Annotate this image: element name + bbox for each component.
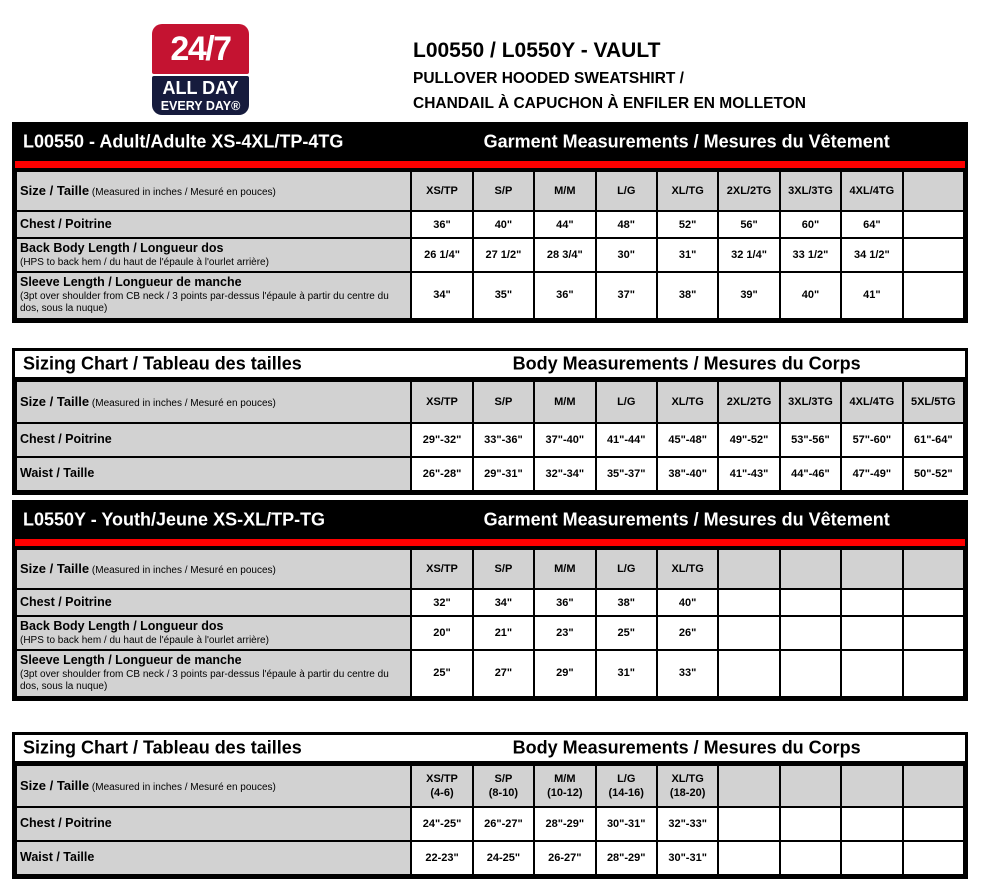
row-label: Chest / Poitrine: [20, 216, 112, 231]
value-cell: [841, 589, 902, 616]
size-name: L/G: [617, 562, 636, 575]
value-cell: 29"-31": [473, 457, 534, 491]
red-stripe: [15, 159, 965, 170]
size-column-header: [657, 381, 718, 423]
value-cell: 38": [657, 272, 718, 319]
value-cell: 30"-31": [657, 841, 718, 875]
row-label-cell: [16, 238, 411, 272]
size-column-header: [780, 549, 841, 589]
logo-bottom-text: EVERY DAY®: [160, 98, 241, 113]
value-cell: 25": [411, 650, 472, 697]
size-name: XS/TP: [426, 395, 458, 408]
size-name: XS/TP: [426, 562, 458, 575]
value-cell: 37"-40": [534, 423, 595, 457]
value-cell: 45"-48": [657, 423, 718, 457]
row-label-cell: [16, 457, 411, 491]
value-cell: 30"-31": [596, 807, 657, 841]
row-label-cell: [16, 211, 411, 238]
size-column-header: [534, 381, 595, 423]
value-cell: 50"-52": [903, 457, 964, 491]
size-header-row: [16, 171, 964, 211]
value-cell: 31": [657, 238, 718, 272]
size-name: M/M: [554, 395, 576, 408]
size-name: XL/TG: [671, 772, 704, 785]
size-name: XL/TG: [671, 395, 704, 408]
value-cell: 34 1/2": [841, 238, 902, 272]
value-cell: 36": [534, 272, 595, 319]
value-cell: 30": [596, 238, 657, 272]
measurement-row: [16, 616, 964, 650]
size-name: S/P: [494, 562, 513, 575]
size-column-header: [596, 171, 657, 211]
value-cell: 33"-36": [473, 423, 534, 457]
size-name: L/G: [617, 395, 636, 408]
value-cell: [780, 650, 841, 697]
size-column-header: [534, 549, 595, 589]
size-name: 4XL/4TG: [849, 395, 895, 408]
row-sublabel: (3pt over shoulder from CB neck / 3 points par-dessus l'épaule à partir du centre du dos, sous la nuque): [20, 290, 389, 315]
value-cell: 32"-33": [657, 807, 718, 841]
table-title-bar: [15, 125, 965, 159]
table-title-bar: [15, 503, 965, 537]
size-column-header: [473, 549, 534, 589]
size-label-cell: [16, 765, 411, 807]
value-cell: 47"-49": [841, 457, 902, 491]
value-cell: [903, 807, 964, 841]
adult-garment-table: [12, 122, 968, 323]
size-column-header: [534, 765, 595, 807]
size-column-header: [657, 549, 718, 589]
value-cell: 27 1/2": [473, 238, 534, 272]
value-cell: [718, 841, 779, 875]
value-cell: 49"-52": [718, 423, 779, 457]
value-cell: 34": [473, 589, 534, 616]
value-cell: 36": [534, 589, 595, 616]
value-cell: [718, 650, 779, 697]
size-name: XL/TG: [671, 184, 704, 197]
row-label-cell: [16, 616, 411, 650]
value-cell: 32": [411, 589, 472, 616]
value-cell: 40": [473, 211, 534, 238]
value-cell: [780, 841, 841, 875]
table-subtitle: Body Measurements / Mesures du Corps: [512, 353, 861, 374]
table-subtitle: Body Measurements / Mesures du Corps: [512, 737, 861, 758]
red-stripe: [15, 537, 965, 548]
size-column-header: [841, 171, 902, 211]
size-column-header: [534, 171, 595, 211]
value-cell: 38"-40": [657, 457, 718, 491]
value-cell: 31": [596, 650, 657, 697]
logo-top-text: 24/7: [170, 29, 231, 68]
size-column-header: [596, 549, 657, 589]
value-cell: 26": [657, 616, 718, 650]
size-label-cell: [16, 381, 411, 423]
row-label: Back Body Length / Longueur dos: [20, 619, 224, 633]
product-title: L00550 / L0550Y - VAULT: [413, 39, 661, 62]
table-title: Sizing Chart / Tableau des tailles: [23, 353, 302, 374]
size-name: M/M: [554, 184, 576, 197]
table-title: Sizing Chart / Tableau des tailles: [23, 737, 302, 758]
measurement-row: [16, 650, 964, 697]
value-cell: 26"-27": [473, 807, 534, 841]
product-subtitle-en: PULLOVER HOODED SWEATSHIRT /: [413, 70, 684, 87]
size-column-header: [411, 765, 472, 807]
size-label: Size / Taille: [20, 778, 90, 793]
size-note: (Measured in inches / Mesuré en pouces): [89, 782, 276, 793]
measurement-row: [16, 841, 964, 875]
value-cell: 38": [596, 589, 657, 616]
table-subtitle: Garment Measurements / Mesures du Vêtement: [483, 131, 890, 152]
value-cell: [841, 616, 902, 650]
row-sublabel: (HPS to back hem / du haut de l'épaule à l'ourlet arrière): [20, 256, 269, 268]
value-cell: 29": [534, 650, 595, 697]
size-column-header: [903, 171, 964, 211]
size-header-row: [16, 381, 964, 423]
value-cell: [718, 616, 779, 650]
size-name: S/P: [494, 184, 513, 197]
size-column-header: [596, 381, 657, 423]
row-label: Chest / Poitrine: [20, 816, 112, 831]
table-title-bar: [15, 351, 965, 380]
product-header: [413, 36, 806, 116]
value-cell: 33": [657, 650, 718, 697]
size-column-header: [657, 171, 718, 211]
value-cell: 24"-25": [411, 807, 472, 841]
adult-body-table: [12, 348, 968, 495]
measurement-row: [16, 589, 964, 616]
size-name: 5XL/5TG: [910, 395, 956, 408]
value-cell: [841, 841, 902, 875]
value-cell: [841, 807, 902, 841]
row-sublabel: (3pt over shoulder from CB neck / 3 points par-dessus l'épaule à partir du centre du dos, sous la nuque): [20, 668, 389, 693]
size-name: 4XL/4TG: [849, 184, 895, 197]
size-column-header: [657, 765, 718, 807]
size-name: XL/TG: [671, 562, 704, 575]
value-cell: 61"-64": [903, 423, 964, 457]
size-column-header: [596, 765, 657, 807]
size-name: 2XL/2TG: [726, 395, 772, 408]
size-column-header: [841, 381, 902, 423]
value-cell: [903, 272, 964, 319]
size-column-header: [780, 765, 841, 807]
size-label: Size / Taille: [20, 394, 90, 409]
measurement-row: [16, 807, 964, 841]
value-cell: 34": [411, 272, 472, 319]
size-name: S/P: [494, 395, 513, 408]
value-cell: 52": [657, 211, 718, 238]
size-name: M/M: [554, 562, 576, 575]
measurements-grid: [15, 764, 965, 876]
value-cell: [841, 650, 902, 697]
value-cell: 26-27": [534, 841, 595, 875]
size-name: 2XL/2TG: [726, 184, 772, 197]
value-cell: 35"-37": [596, 457, 657, 491]
row-label-cell: [16, 841, 411, 875]
value-cell: 28"-29": [534, 807, 595, 841]
size-name: S/P: [494, 772, 513, 785]
table-subtitle: Garment Measurements / Mesures du Vêtement: [483, 509, 890, 530]
value-cell: [903, 841, 964, 875]
value-cell: [780, 616, 841, 650]
row-label: Sleeve Length / Longueur de manche: [20, 275, 242, 290]
value-cell: 41": [841, 272, 902, 319]
size-note: (Measured in inches / Mesuré en pouces): [89, 398, 276, 409]
logo-all-day-every-day: [152, 76, 249, 115]
size-column-header: [473, 765, 534, 807]
size-range: (4-6): [430, 787, 454, 799]
value-cell: 24-25": [473, 841, 534, 875]
measurement-row: [16, 457, 964, 491]
value-cell: [903, 589, 964, 616]
value-cell: [780, 589, 841, 616]
row-label: Chest / Poitrine: [20, 432, 112, 447]
value-cell: 36": [411, 211, 472, 238]
measurement-row: [16, 272, 964, 319]
value-cell: 48": [596, 211, 657, 238]
value-cell: 21": [473, 616, 534, 650]
value-cell: 64": [841, 211, 902, 238]
youth-body-table: [12, 732, 968, 879]
value-cell: 32"-34": [534, 457, 595, 491]
value-cell: 28"-29": [596, 841, 657, 875]
brand-logo: [152, 24, 249, 115]
row-label-cell: [16, 589, 411, 616]
row-label-cell: [16, 272, 411, 319]
row-label-cell: [16, 650, 411, 697]
size-column-header: [780, 171, 841, 211]
logo-24-7-icon: [152, 24, 249, 74]
youth-garment-table: [12, 500, 968, 701]
value-cell: 44"-46": [780, 457, 841, 491]
size-column-header: [780, 381, 841, 423]
size-label: Size / Taille: [20, 183, 90, 198]
value-cell: [780, 807, 841, 841]
size-header-row: [16, 549, 964, 589]
size-name: L/G: [617, 184, 636, 197]
row-label: Back Body Length / Longueur dos: [20, 241, 224, 255]
size-column-header: [718, 765, 779, 807]
value-cell: 60": [780, 211, 841, 238]
value-cell: [903, 238, 964, 272]
size-range: (18-20): [669, 787, 706, 799]
size-name: 3XL/3TG: [788, 395, 833, 408]
size-range: (14-16): [608, 787, 644, 799]
value-cell: [903, 211, 964, 238]
size-name: XS/TP: [426, 772, 458, 785]
value-cell: 28 3/4": [534, 238, 595, 272]
value-cell: 32 1/4": [718, 238, 779, 272]
logo-mid-text: ALL DAY: [162, 77, 239, 98]
measurements-grid: [15, 380, 965, 492]
size-header-row: [16, 765, 964, 807]
size-label-cell: [16, 171, 411, 211]
table-title: L00550 - Adult/Adulte XS-4XL/TP-4TG: [23, 131, 344, 152]
value-cell: [718, 589, 779, 616]
size-column-header: [411, 549, 472, 589]
value-cell: 53"-56": [780, 423, 841, 457]
measurements-grid: [15, 170, 965, 320]
value-cell: 41"-44": [596, 423, 657, 457]
size-column-header: [903, 381, 964, 423]
value-cell: 57"-60": [841, 423, 902, 457]
size-column-header: [473, 171, 534, 211]
size-label-cell: [16, 549, 411, 589]
row-label-cell: [16, 807, 411, 841]
size-column-header: [841, 765, 902, 807]
size-column-header: [718, 381, 779, 423]
measurements-grid: [15, 548, 965, 698]
size-column-header: [718, 549, 779, 589]
size-name: 3XL/3TG: [788, 184, 833, 197]
size-name: M/M: [554, 772, 576, 785]
table-title: L0550Y - Youth/Jeune XS-XL/TP-TG: [23, 509, 326, 530]
row-label: Chest / Poitrine: [20, 594, 112, 609]
value-cell: 33 1/2": [780, 238, 841, 272]
measurement-row: [16, 423, 964, 457]
value-cell: [903, 616, 964, 650]
product-subtitle-fr: CHANDAIL À CAPUCHON À ENFILER EN MOLLETON: [413, 95, 806, 112]
value-cell: 25": [596, 616, 657, 650]
size-column-header: [411, 171, 472, 211]
value-cell: [718, 807, 779, 841]
size-column-header: [473, 381, 534, 423]
value-cell: 40": [657, 589, 718, 616]
row-sublabel: (HPS to back hem / du haut de l'épaule à l'ourlet arrière): [20, 634, 269, 646]
value-cell: 37": [596, 272, 657, 319]
size-note: (Measured in inches / Mesuré en pouces): [89, 565, 276, 576]
value-cell: 20": [411, 616, 472, 650]
value-cell: 35": [473, 272, 534, 319]
value-cell: 22-23": [411, 841, 472, 875]
row-label: Sleeve Length / Longueur de manche: [20, 653, 242, 668]
measurement-row: [16, 211, 964, 238]
value-cell: [903, 650, 964, 697]
value-cell: 41"-43": [718, 457, 779, 491]
size-name: L/G: [617, 772, 636, 785]
size-range: (10-12): [547, 787, 583, 799]
size-label: Size / Taille: [20, 561, 90, 576]
row-label: Waist / Taille: [20, 850, 95, 865]
value-cell: 26"-28": [411, 457, 472, 491]
size-range: (8-10): [488, 787, 519, 799]
size-note: (Measured in inches / Mesuré en pouces): [89, 187, 276, 198]
size-column-header: [841, 549, 902, 589]
value-cell: 26 1/4": [411, 238, 472, 272]
size-column-header: [411, 381, 472, 423]
value-cell: 27": [473, 650, 534, 697]
row-label-cell: [16, 423, 411, 457]
value-cell: 56": [718, 211, 779, 238]
value-cell: 44": [534, 211, 595, 238]
table-title-bar: [15, 735, 965, 764]
value-cell: 23": [534, 616, 595, 650]
measurement-row: [16, 238, 964, 272]
value-cell: 39": [718, 272, 779, 319]
value-cell: 29"-32": [411, 423, 472, 457]
size-name: XS/TP: [426, 184, 458, 197]
size-column-header: [718, 171, 779, 211]
size-column-header: [903, 549, 964, 589]
size-column-header: [903, 765, 964, 807]
value-cell: 40": [780, 272, 841, 319]
row-label: Waist / Taille: [20, 466, 95, 481]
